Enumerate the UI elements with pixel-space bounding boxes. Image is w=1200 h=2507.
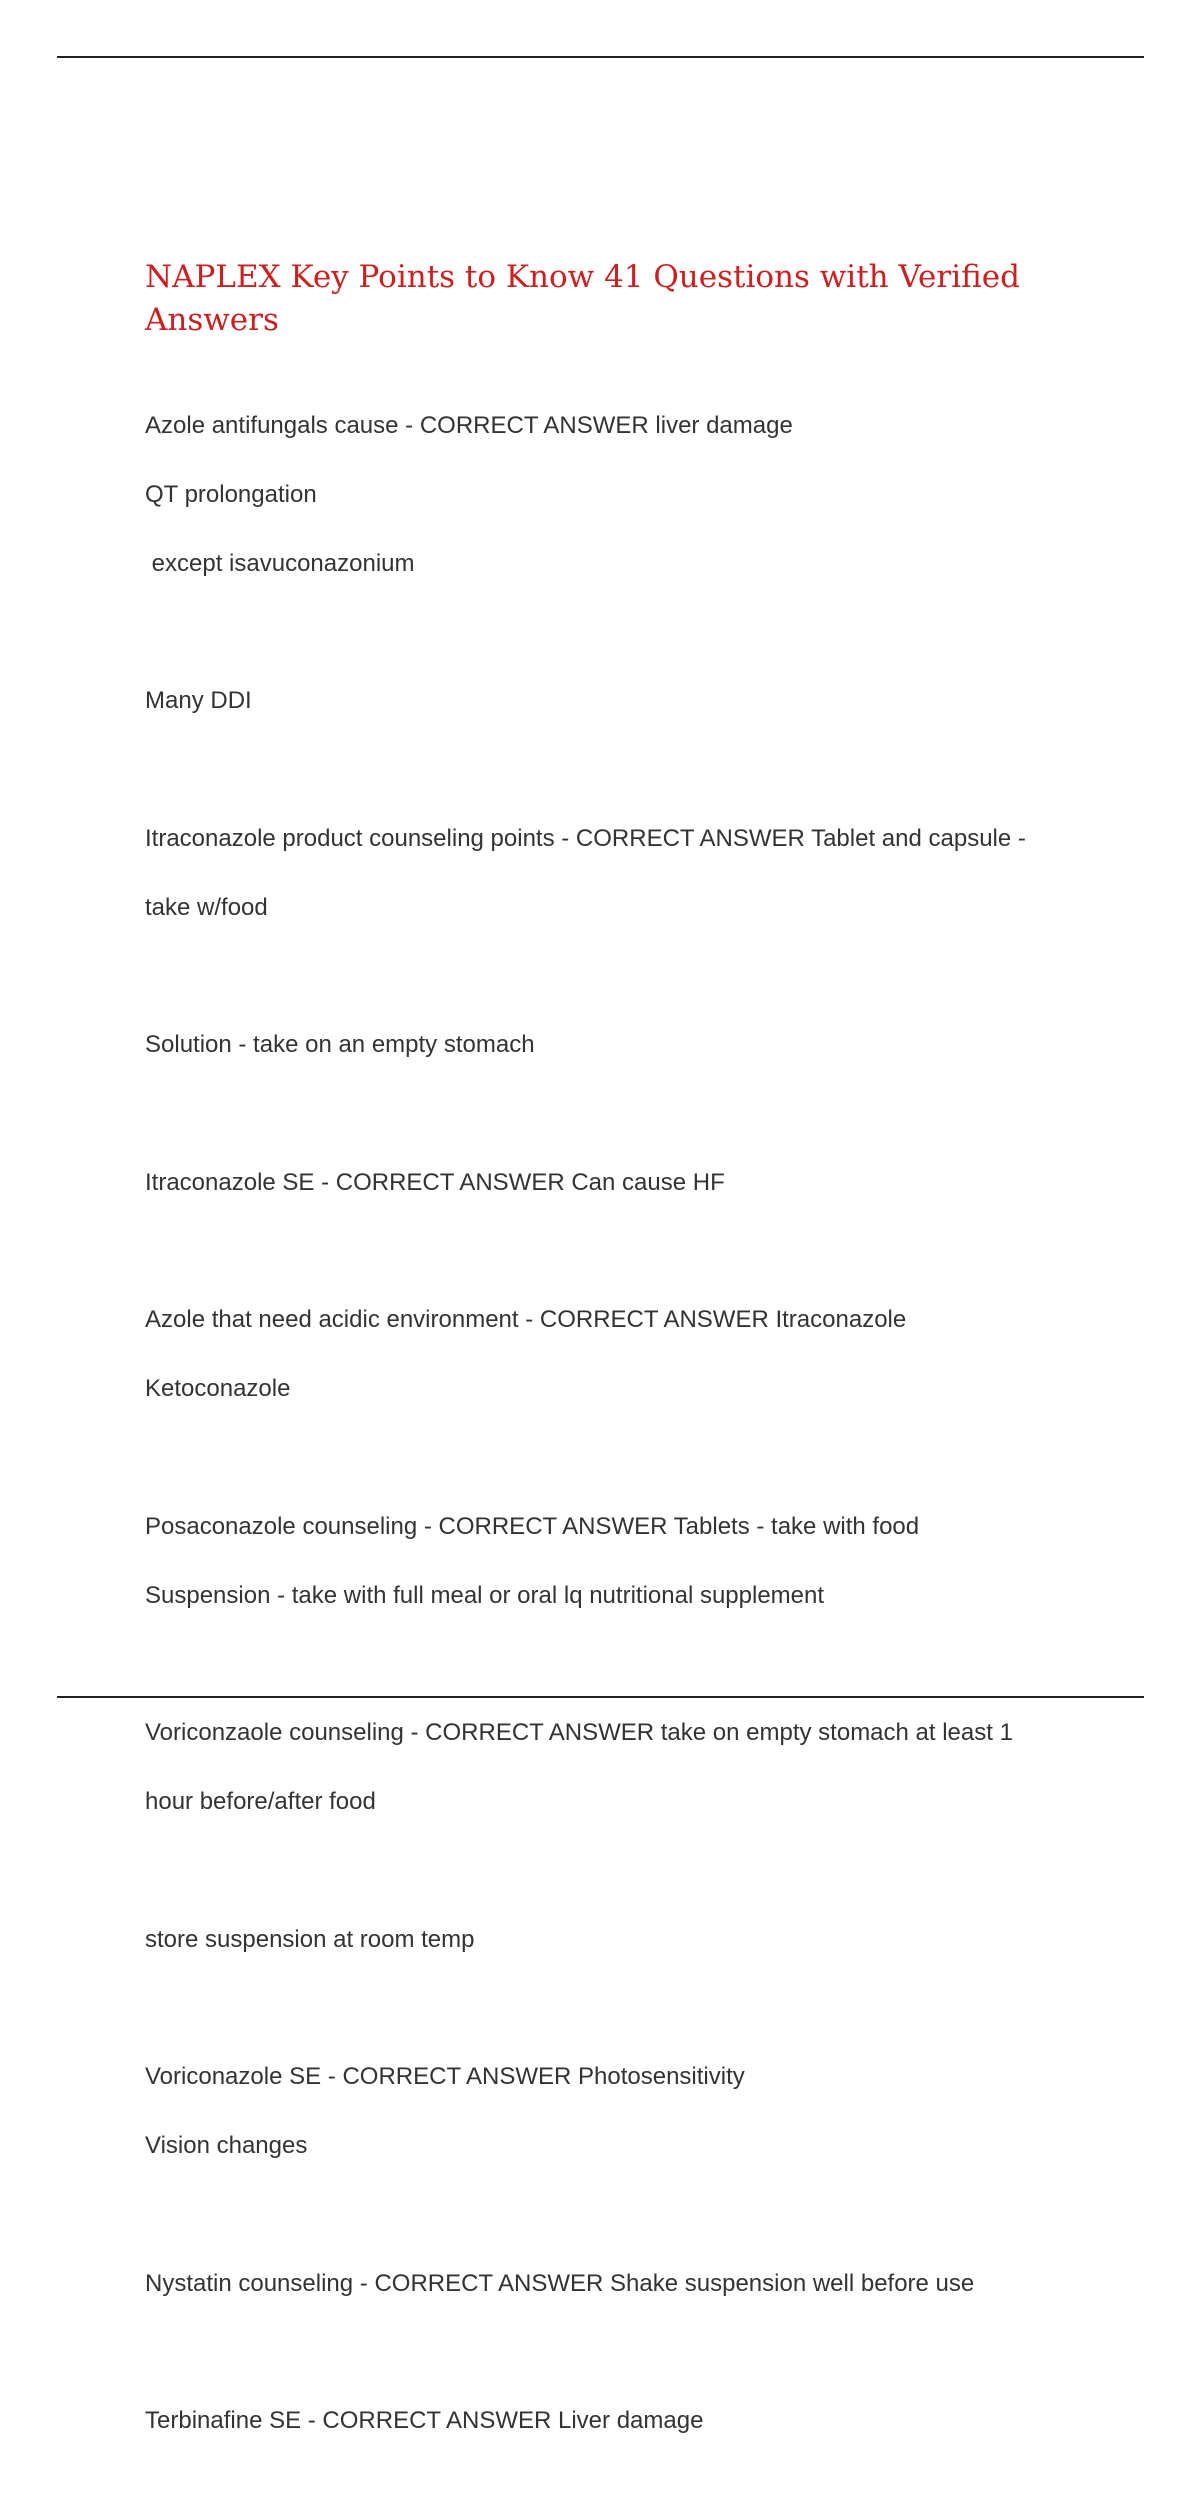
qa-line: QT prolongation [145,480,317,508]
qa-line: Azole that need acidic environment - CORRECT ANSWER Itraconazole [145,1306,907,1333]
qa-line: Ketoconazole [145,1375,291,1402]
qa-item [145,994,1080,1098]
qa-line: Itraconazole product counseling points - CORRECT ANSWER Tablet and capsule - [145,824,1026,852]
qa-line: except isavuconazonium [145,549,415,577]
qa-item [145,374,1080,616]
qa-line: hour before/after food [145,1788,376,1815]
qa-line: Vision changes [145,2132,308,2159]
qa-item [145,1682,1080,1855]
qa-item [145,1131,1080,1235]
qa-line: Terbinafine SE - CORRECT ANSWER Liver damage [145,2407,704,2434]
header-rule [57,56,1144,58]
qa-item [145,2232,1080,2336]
qa-line: Solution - take on an empty stomach [145,1031,535,1058]
document-title: NAPLEX Key Points to Know 41 Questions with Verified Answers [145,259,1020,338]
qa-line: store suspension at room temp [145,1925,475,1953]
qa-line: Posaconazole counseling - CORRECT ANSWER Tablets - take with food [145,1512,920,1540]
qa-line: Nystatin counseling - CORRECT ANSWER Shake suspension well before use [145,2269,975,2297]
qa-item [145,787,1080,960]
footer-rule [57,1696,1144,1698]
qa-item [145,1475,1080,1648]
qa-item [145,2370,1080,2474]
qa-line: Many DDI [145,687,252,714]
qa-line: Voriconzaole counseling - CORRECT ANSWER take on empty stomach at least 1 [145,1719,1013,1746]
qa-item [145,1269,1080,1442]
qa-line: Suspension - take with full meal or oral lq nutritional supplement [145,1581,825,1609]
qa-line: Voriconazole SE - CORRECT ANSWER Photosensitivity [145,2063,745,2090]
document-body [145,256,1080,2507]
qa-item [145,650,1080,754]
qa-item [145,2026,1080,2199]
qa-line: take w/food [145,893,268,921]
qa-line: Azole antifungals cause - CORRECT ANSWER liver damage [145,411,793,439]
qa-item [145,1888,1080,1992]
qa-line: Itraconazole SE - CORRECT ANSWER Can cause HF [145,1168,725,1196]
